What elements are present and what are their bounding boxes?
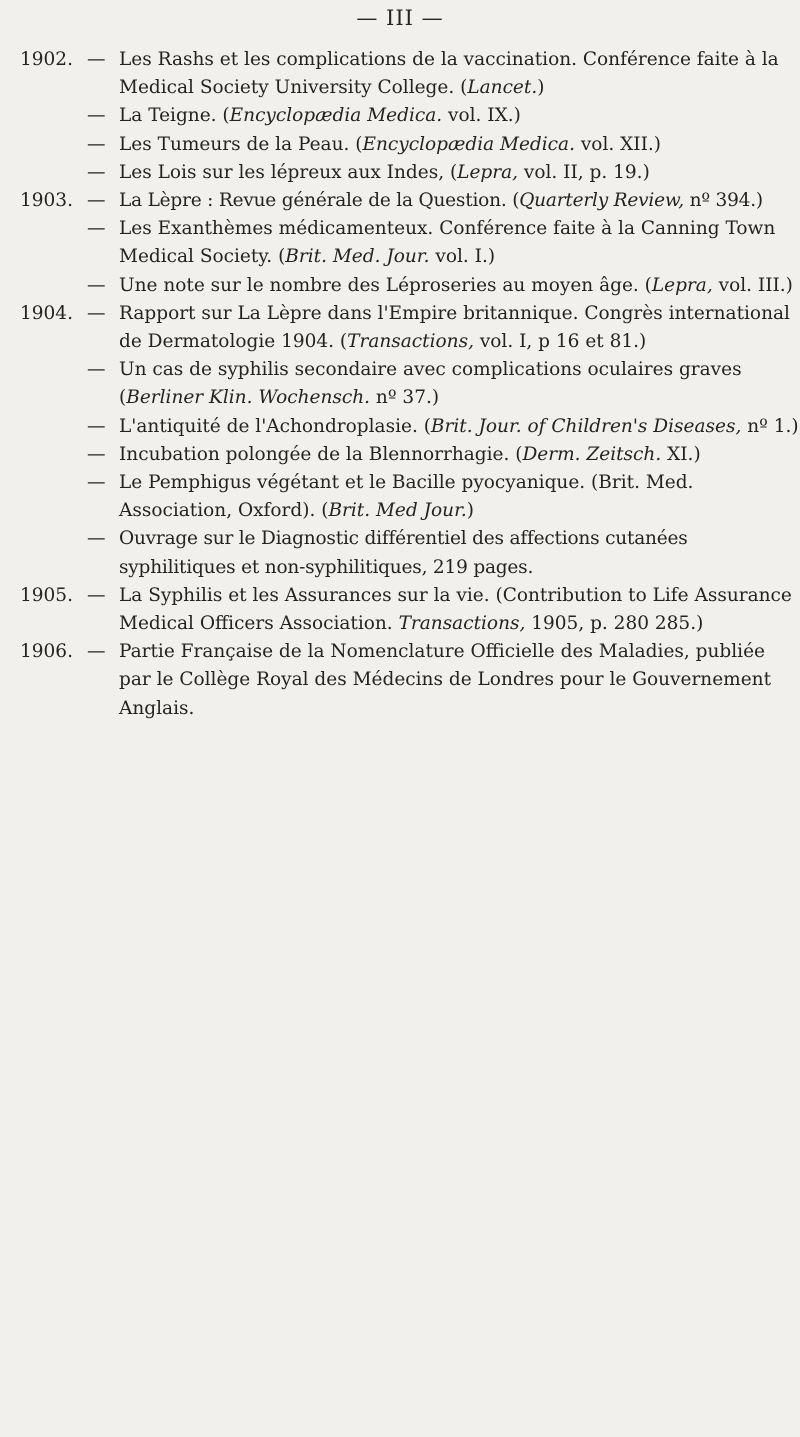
list-item bbox=[20, 187, 800, 215]
list-item bbox=[20, 46, 800, 102]
entry-dash: — bbox=[87, 443, 106, 465]
entry-dash: — bbox=[87, 584, 106, 606]
list-item bbox=[20, 102, 800, 130]
entry-year: 1906. bbox=[20, 641, 73, 663]
entry-text: Un cas de syphilis secondaire avec complications oculaires graves (Berliner Klin. Wochensch. nº 37.) bbox=[119, 359, 742, 409]
entry-text: La Teigne. (Encyclopædia Medica. vol. IX.) bbox=[119, 105, 521, 127]
entry-text: Partie Française de la Nomenclature Officielle des Maladies, publiée par le Collège Royal des Médecins de Londres pour le Gouvernement Anglais. bbox=[119, 641, 772, 719]
list-item bbox=[20, 638, 800, 723]
list-item bbox=[20, 525, 800, 581]
entry-dash: — bbox=[87, 105, 106, 127]
entry-year: 1902. bbox=[20, 49, 73, 70]
entry-text: Le Pemphigus végétant et le Bacille pyocyanique. (Brit. Med. Association, Oxford). (Brit. Med Jour.) bbox=[119, 472, 694, 522]
entry-year: 1905. bbox=[20, 584, 73, 606]
entry-year: 1904. bbox=[20, 302, 73, 324]
entry-text: La Syphilis et les Assurances sur la vie. (Contribution to Life Assurance Medical Officers Association. Transactions, 1905, p. 280 285.) bbox=[119, 584, 792, 635]
entry-text: L'antiquité de l'Achondroplasie. (Brit. Jour. of Children's Diseases, nº 1.) bbox=[119, 415, 799, 437]
list-item bbox=[20, 300, 800, 356]
list-item bbox=[20, 272, 800, 300]
entry-text: Ouvrage sur le Diagnostic différentiel des affections cutanées syphilitiques et non-syphilitiques, 219 pages. bbox=[119, 528, 688, 578]
entry-text: Les Tumeurs de la Peau. (Encyclopædia Medica. vol. XII.) bbox=[119, 133, 662, 155]
entry-dash: — bbox=[87, 528, 106, 550]
list-item bbox=[20, 131, 800, 159]
list-item bbox=[20, 469, 800, 525]
entry-dash: — bbox=[87, 359, 106, 381]
bibliography-list bbox=[20, 46, 800, 723]
list-item bbox=[20, 582, 800, 638]
entry-dash: — bbox=[87, 161, 106, 183]
entry-dash: — bbox=[87, 302, 106, 324]
entry-dash: — bbox=[87, 49, 106, 70]
entry-text: Les Rashs et les complications de la vaccination. Conférence faite à la Medical Society University College. (Lancet.) bbox=[119, 49, 779, 99]
page-number: — III — bbox=[356, 6, 444, 30]
list-item bbox=[20, 441, 800, 469]
entry-text: Incubation polongée de la Blennorrhagie. (Derm. Zeitsch. XI.) bbox=[119, 443, 701, 465]
list-item bbox=[20, 356, 800, 412]
entry-dash: — bbox=[87, 218, 106, 240]
entry-dash: — bbox=[87, 190, 106, 212]
entry-text: Une note sur le nombre des Léproseries au moyen âge. (Lepra, vol. III.) bbox=[119, 274, 793, 296]
list-item bbox=[20, 159, 800, 187]
entry-dash: — bbox=[87, 641, 106, 663]
entry-text: Rapport sur La Lèpre dans l'Empire britannique. Congrès international de Dermatologie 1904. (Transactions, vol. I, p 16 et 81.) bbox=[119, 302, 790, 353]
entry-text: Les Lois sur les lépreux aux Indes, (Lepra, vol. II, p. 19.) bbox=[119, 161, 650, 183]
list-item bbox=[20, 413, 800, 441]
entry-dash: — bbox=[87, 415, 106, 437]
list-item bbox=[20, 215, 800, 271]
entry-dash: — bbox=[87, 133, 106, 155]
entry-text: Les Exanthèmes médicamenteux. Conférence faite à la Canning Town Medical Society. (Brit. Med. Jour. vol. I.) bbox=[119, 218, 776, 268]
entry-dash: — bbox=[87, 472, 106, 494]
entry-year: 1903. bbox=[20, 190, 73, 212]
entry-text: La Lèpre : Revue générale de la Question. (Quarterly Review, nº 394.) bbox=[119, 190, 763, 212]
entry-dash: — bbox=[87, 274, 106, 296]
